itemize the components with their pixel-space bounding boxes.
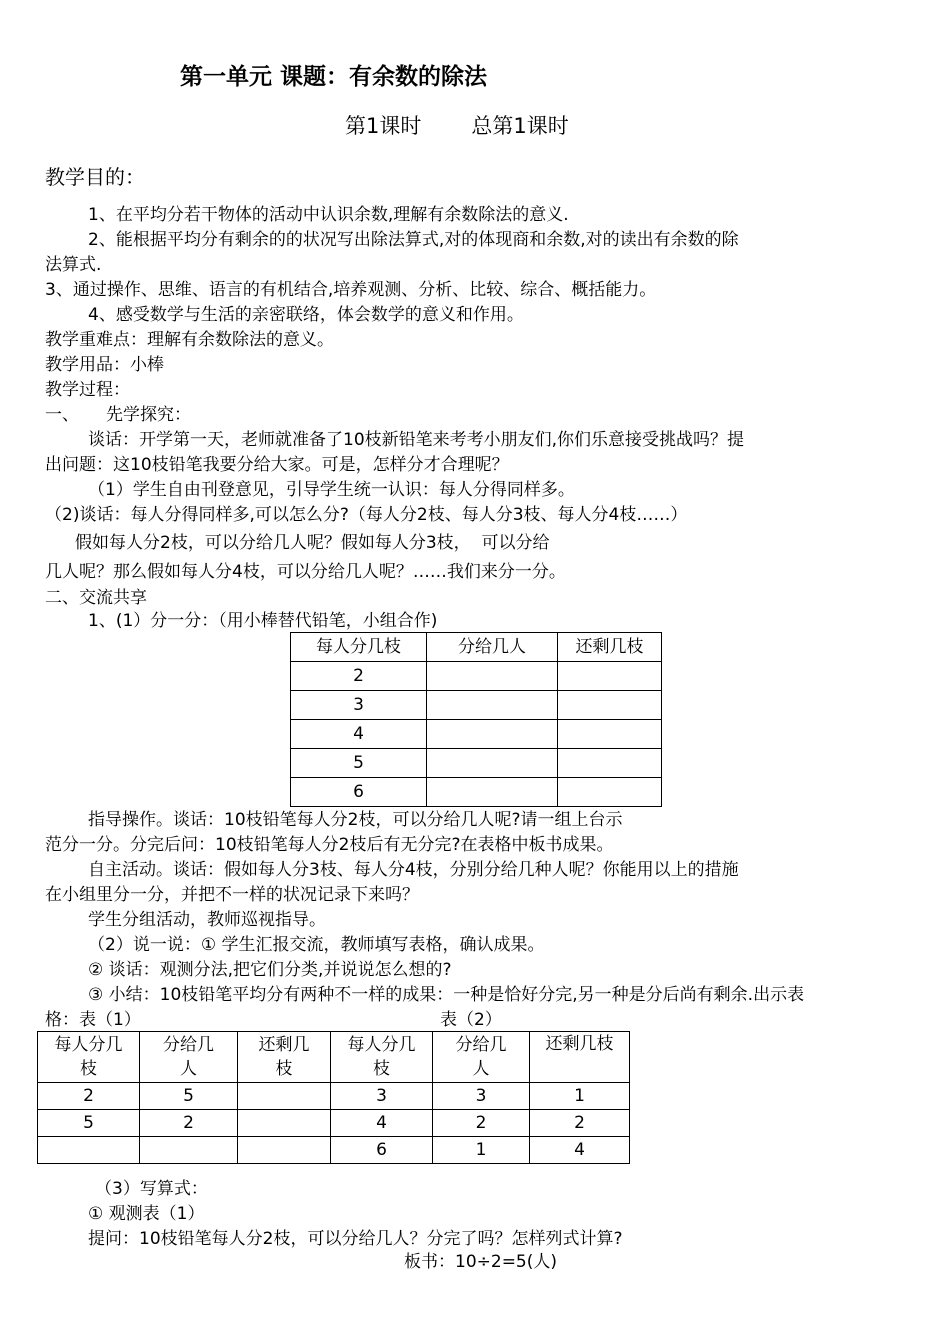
table-cell: 6 <box>331 1137 433 1164</box>
table-cell <box>558 778 662 807</box>
table-header: 每人分几枝 <box>291 633 427 662</box>
table-cell: 2 <box>140 1110 238 1137</box>
header-line: 枝 <box>80 1059 97 1079</box>
paragraph-line: 自主活动。谈话：假如每人分3枝、每人分4枝，分别分给几种人呢？你能用以上的措施 <box>88 860 739 880</box>
header-line: 枝 <box>275 1059 293 1079</box>
sub-heading: 1、(1）分一分：（用小棒替代铅笔，小组合作) <box>88 611 438 631</box>
paragraph-line: 在小组里分一分，并把不一样的状况记录下来吗？ <box>45 885 419 905</box>
paragraph-line: 学生分组活动，教师巡视指导。 <box>88 910 326 930</box>
page-title: 第一单元 课题：有余数的除法 <box>180 64 488 90</box>
process-heading: 教学过程： <box>45 380 130 400</box>
objective-item: 2、能根据平均分有剩余的的状况写出除法算式,对的体现商和余数,对的读出有余数的除 <box>88 230 739 250</box>
table-header <box>140 1032 238 1083</box>
caption-table-1: 表（1） <box>79 1010 141 1030</box>
table-cell: 4 <box>331 1110 433 1137</box>
table-cell: 2 <box>433 1110 530 1137</box>
paragraph-line: ① 观测表（1） <box>88 1204 205 1224</box>
table-cell: 1 <box>433 1137 530 1164</box>
table-cell: 3 <box>331 1083 433 1110</box>
paragraph-line: （2）说一说：① 学生汇报交流，教师填写表格，确认成果。 <box>88 935 545 955</box>
table-header <box>530 1032 630 1083</box>
table-cell <box>427 720 558 749</box>
table-cell: 1 <box>530 1083 630 1110</box>
table-row <box>38 1083 630 1110</box>
table-header <box>433 1032 530 1083</box>
table-cell: 3 <box>291 691 427 720</box>
section1-heading: 一、 先学探究： <box>45 405 192 425</box>
objective-item: 法算式. <box>45 255 102 275</box>
lesson-current: 第1课时 <box>345 114 422 138</box>
caption-prefix: 格： <box>45 1010 79 1030</box>
distribution-table <box>290 632 662 807</box>
table-cell <box>427 691 558 720</box>
table-row <box>291 691 662 720</box>
table-cell: 4 <box>291 720 427 749</box>
table-cell <box>558 720 662 749</box>
lesson-total: 总第1课时 <box>471 114 569 138</box>
table-cell <box>427 662 558 691</box>
table-row <box>291 778 662 807</box>
paragraph-line: 假如每人分2枝，可以分给几人呢？假如每人分3枝， 可以分给 <box>75 533 550 553</box>
objective-item: 3、通过操作、思维、语言的有机结合,培养观测、分析、比较、综合、概括能力。 <box>45 280 657 300</box>
header-line: 还剩几枝 <box>545 1034 614 1054</box>
paragraph-line: （3）写算式： <box>95 1179 208 1199</box>
table-row <box>291 662 662 691</box>
table-cell: 5 <box>140 1083 238 1110</box>
paragraph-line: 几人呢？那么假如每人分4枝，可以分给几人呢？……我们来分一分。 <box>45 562 566 582</box>
paragraph-line: （1）学生自由刊登意见，引导学生统一认识：每人分得同样多。 <box>88 480 575 500</box>
caption-table-2: 表（2） <box>440 1010 502 1030</box>
table-cell: 2 <box>38 1083 140 1110</box>
header-line: 分给几 <box>163 1035 214 1055</box>
objectives-heading: 教学目的： <box>45 165 145 189</box>
table-cell <box>238 1137 331 1164</box>
table-cell <box>427 778 558 807</box>
header-line: 人 <box>180 1059 197 1079</box>
table-cell <box>427 749 558 778</box>
tables-caption <box>45 1008 141 1032</box>
paragraph-line: 范分一分。分完后问：10枝铅笔每人分2枝后有无分完?在表格中板书成果。 <box>45 835 614 855</box>
table-cell: 4 <box>530 1137 630 1164</box>
table-header <box>38 1032 140 1083</box>
table-cell <box>38 1137 140 1164</box>
table-header: 分给几人 <box>427 633 558 662</box>
objective-item: 4、感受数学与生活的亲密联络，体会数学的意义和作用。 <box>88 305 524 325</box>
paragraph-line: 指导操作。谈话：10枝铅笔每人分2枝，可以分给几人呢?请一组上台示 <box>88 810 623 830</box>
table-header <box>238 1032 331 1083</box>
board-writing: 板书：10÷2=5(人) <box>404 1252 558 1272</box>
table-header <box>331 1032 433 1083</box>
table-cell <box>238 1083 331 1110</box>
table-cell: 5 <box>38 1110 140 1137</box>
paragraph-line: ③ 小结：10枝铅笔平均分有两种不一样的成果：一种是恰好分完,另一种是分后尚有剩余.出示表 <box>88 985 805 1005</box>
section2-heading: 二、交流共享 <box>45 588 147 608</box>
header-line: 枝 <box>373 1059 390 1079</box>
header-line: 人 <box>472 1059 490 1079</box>
materials: 教学用品：小棒 <box>45 355 164 375</box>
paragraph-line: 出问题：这10枝铅笔我要分给大家。可是，怎样分才合理呢？ <box>45 455 509 475</box>
table-row <box>38 1110 630 1137</box>
table-cell: 6 <box>291 778 427 807</box>
header-line: 分给几 <box>455 1035 507 1055</box>
header-line: 每人分几 <box>347 1035 416 1055</box>
objective-item: 1、在平均分若干物体的活动中认识余数,理解有余数除法的意义. <box>88 205 569 225</box>
table-cell <box>558 749 662 778</box>
results-table <box>37 1031 630 1164</box>
paragraph-line: （2)谈话：每人分得同样多,可以怎么分?（每人分2枝、每人分3枝、每人分4枝……） <box>45 505 688 525</box>
table-cell: 5 <box>291 749 427 778</box>
table-cell <box>238 1110 331 1137</box>
table-header-row <box>291 633 662 662</box>
table-row <box>38 1137 630 1164</box>
table-cell <box>140 1137 238 1164</box>
table-row <box>291 720 662 749</box>
table-cell: 2 <box>291 662 427 691</box>
header-line: 还剩几 <box>258 1035 310 1055</box>
paragraph-line: 谈话：开学第一天，老师就准备了10枝新铅笔来考考小朋友们,你们乐意接受挑战吗？提 <box>88 430 745 450</box>
table-cell: 3 <box>433 1083 530 1110</box>
header-line: 每人分几 <box>54 1035 123 1055</box>
table-header: 还剩几枝 <box>558 633 662 662</box>
table-header-row <box>38 1032 630 1083</box>
table-cell <box>558 691 662 720</box>
lesson-number <box>345 111 569 141</box>
key-point: 教学重难点：理解有余数除法的意义。 <box>45 330 334 350</box>
table-row <box>291 749 662 778</box>
paragraph-line: ② 谈话：观测分法,把它们分类,并说说怎么想的? <box>88 960 452 980</box>
paragraph-line: 提问：10枝铅笔每人分2枝，可以分给几人？分完了吗？怎样列式计算? <box>88 1229 623 1249</box>
table-cell: 2 <box>530 1110 630 1137</box>
table-cell <box>558 662 662 691</box>
